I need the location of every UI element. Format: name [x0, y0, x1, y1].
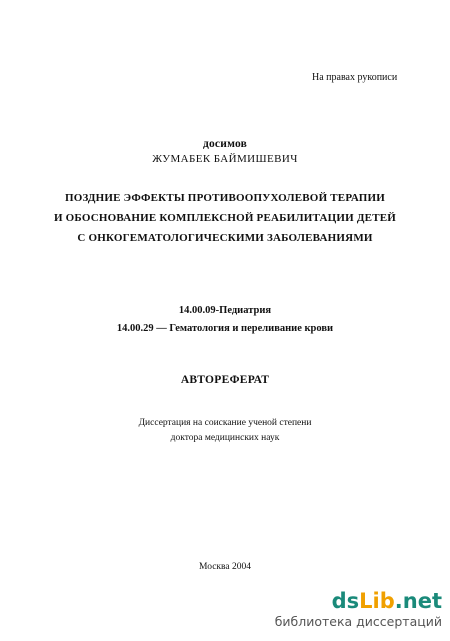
logo-ds: ds	[331, 589, 360, 613]
title-line-2: И ОБОСНОВАНИЕ КОМПЛЕКСНОЙ РЕАБИЛИТАЦИИ ДЕТЕЙ	[53, 212, 397, 224]
logo-lib: Lib	[359, 589, 395, 613]
specialty-line-2: 14.00.29 — Гематология и переливание крови	[116, 323, 334, 334]
rights-notice: На правах рукописи	[312, 72, 398, 83]
watermark-subtitle: библиотека диссертаций	[274, 614, 442, 629]
thesis-line-2: доктора медицинских наук	[170, 433, 280, 443]
place-year: Москва 2004	[199, 562, 251, 572]
thesis-line-1: Диссертация на соискание ученой степени	[138, 418, 312, 428]
logo-net: .net	[394, 589, 442, 613]
specialty-line-1: 14.00.09-Педиатрия	[178, 305, 272, 316]
dslib-logo	[275, 591, 442, 612]
document-type: АВТОРЕФЕРАТ	[180, 374, 270, 386]
title-line-3: С ОНКОГЕМАТОЛОГИЧЕСКИМИ ЗАБОЛЕВАНИЯМИ	[77, 232, 373, 244]
title-line-1: ПОЗДНИЕ ЭФФЕКТЫ ПРОТИВООПУХОЛЕВОЙ ТЕРАПИИ	[64, 192, 385, 204]
dslib-watermark[interactable]	[275, 591, 442, 629]
author-name: ЖУМАБЕК БАЙМИШЕВИЧ	[152, 153, 298, 165]
author-surname: досимов	[202, 138, 248, 150]
